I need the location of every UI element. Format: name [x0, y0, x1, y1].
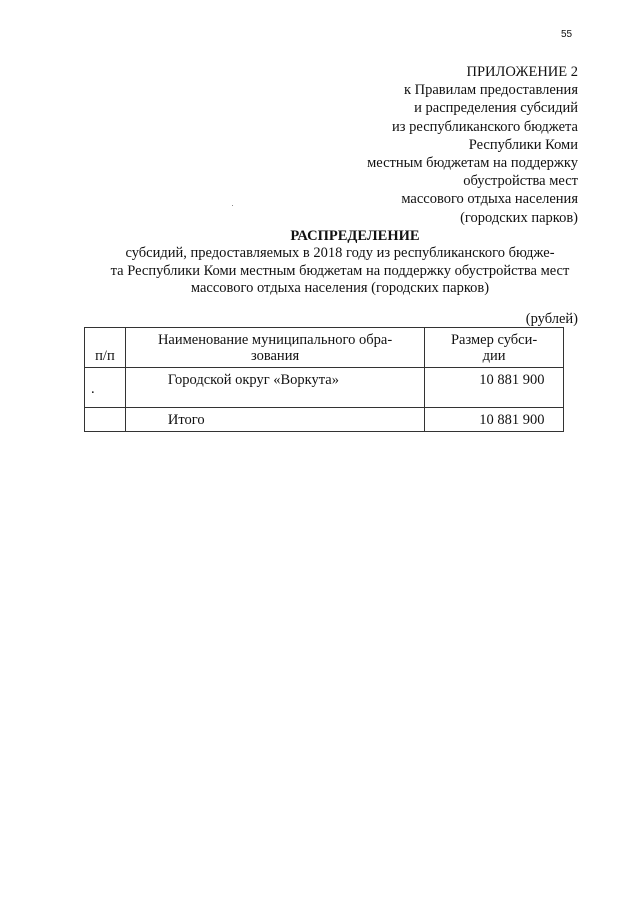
appendix-line: массового отдыха населения — [401, 191, 578, 208]
table-header-row — [85, 328, 564, 368]
document-subtitle — [95, 245, 585, 298]
subtitle-line: массового отдыха населения (городских парков) — [190, 280, 490, 296]
row-number: . — [91, 381, 95, 397]
row-number-cell — [85, 368, 126, 408]
appendix-line: обустройства мест — [463, 173, 578, 190]
row-municipality: Городской округ «Воркута» — [125, 368, 424, 408]
unit-label: (рублей) — [525, 311, 578, 327]
header-number: п/п — [85, 328, 126, 368]
appendix-line: Республики Коми — [468, 136, 578, 153]
table-total-row — [85, 408, 564, 432]
subtitle-line: та Республики Коми местным бюджетам на поддержку обустройства мест — [110, 262, 570, 279]
total-number-cell — [85, 408, 126, 432]
header-amount-line: дии — [482, 348, 506, 364]
header-municipality-line: Наименование муниципального обра- — [157, 332, 393, 348]
table-row — [85, 368, 564, 408]
header-municipality-line: зования — [250, 348, 300, 364]
subsidy-table — [84, 327, 564, 432]
appendix-line: (городских парков) — [460, 209, 578, 226]
header-municipality — [125, 328, 424, 368]
header-amount-line: Размер субси- — [450, 332, 538, 348]
document-title: РАСПРЕДЕЛЕНИЕ — [290, 228, 420, 244]
appendix-line: местным бюджетам на поддержку — [367, 155, 578, 172]
total-amount: 10 881 900 — [425, 408, 564, 432]
scan-speck — [232, 205, 233, 206]
header-amount — [425, 328, 564, 368]
appendix-line: из республиканского бюджета — [392, 118, 578, 135]
subtitle-line: субсидий, предоставляемых в 2018 году из республиканского бюдже- — [125, 245, 555, 261]
row-amount: 10 881 900 — [425, 368, 564, 408]
appendix-line: и распределения субсидий — [414, 100, 578, 117]
appendix-line: ПРИЛОЖЕНИЕ 2 — [466, 64, 578, 80]
page-number: 55 — [561, 29, 573, 40]
appendix-header — [278, 63, 578, 227]
appendix-line: к Правилам предоставления — [403, 82, 578, 99]
total-label: Итого — [125, 408, 424, 432]
